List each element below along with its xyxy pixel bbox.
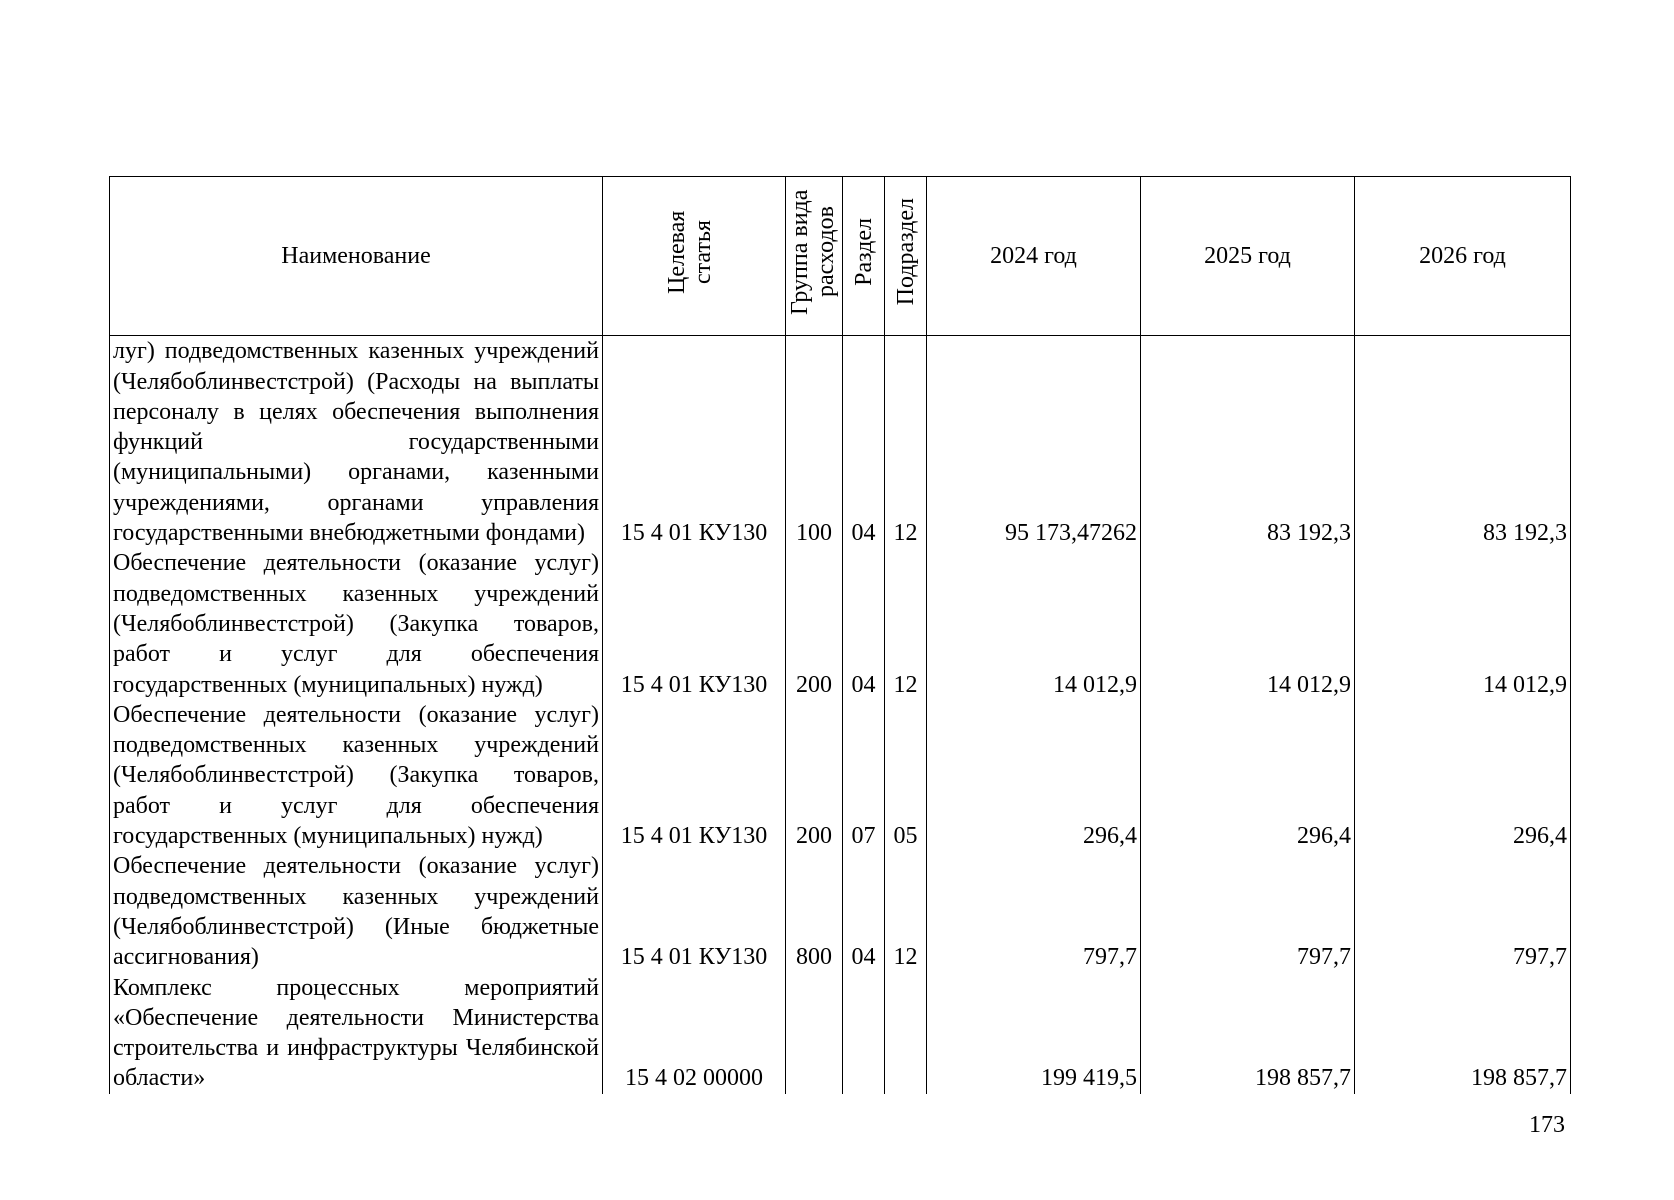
row-name-cell: Комплекс процессных мероприятий «Обеспечение деятельности Министерства строительства и инфраструктуры Челябинской области»: [110, 973, 603, 1094]
header-section: Раздел: [843, 177, 885, 336]
row-name-cell: Обеспечение деятельности (оказание услуг) подведомственных казенных учреждений (Челябоблинвестстрой) (Закупка товаров, работ и услуг для обеспечения государственных (муниципальных) нужд): [110, 548, 603, 699]
row-subsection-cell: 12: [885, 336, 927, 549]
row-2024-amount-cell: 95 173,47262: [927, 336, 1141, 549]
row-target-article-cell: 15 4 01 КУ130: [603, 851, 786, 972]
row-subsection-cell: 12: [885, 851, 927, 972]
row-2025-amount-cell: 296,4: [1141, 700, 1355, 851]
row-name-cell: луг) подведомственных казенных учреждений (Челябоблинвестстрой) (Расходы на выплаты персоналу в целях обеспечения выполнения функций государственными (муниципальными) органами, казенными учреждениями, органами управления государственными внебюджетными фондами): [110, 336, 603, 549]
row-name-cell: Обеспечение деятельности (оказание услуг) подведомственных казенных учреждений (Челябоблинвестстрой) (Закупка товаров, работ и услуг для обеспечения государственных (муниципальных) нужд): [110, 700, 603, 851]
table-row: [110, 548, 1571, 699]
table-header-row: [110, 177, 1571, 336]
row-2026-amount-cell: 198 857,7: [1355, 973, 1571, 1094]
row-target-article-cell: 15 4 01 КУ130: [603, 548, 786, 699]
header-year-2025: 2025 год: [1141, 177, 1355, 336]
row-2026-amount-cell: 797,7: [1355, 851, 1571, 972]
row-2026-amount-cell: 14 012,9: [1355, 548, 1571, 699]
row-expense-group-cell: 100: [786, 336, 843, 549]
row-2026-amount-cell: 296,4: [1355, 700, 1571, 851]
row-2025-amount-cell: 797,7: [1141, 851, 1355, 972]
row-section-cell: 04: [843, 336, 885, 549]
row-section-cell: 04: [843, 548, 885, 699]
row-subsection-cell: 12: [885, 548, 927, 699]
table-body: [110, 336, 1571, 1094]
row-section-cell: [843, 973, 885, 1094]
row-2024-amount-cell: 797,7: [927, 851, 1141, 972]
table-row: [110, 700, 1571, 851]
row-section-cell: 07: [843, 700, 885, 851]
row-2024-amount-cell: 14 012,9: [927, 548, 1141, 699]
header-name: Наименование: [110, 177, 603, 336]
page-number: 173: [1529, 1112, 1565, 1138]
row-2025-amount-cell: 198 857,7: [1141, 973, 1355, 1094]
row-target-article-cell: 15 4 02 00000: [603, 973, 786, 1094]
row-2025-amount-cell: 83 192,3: [1141, 336, 1355, 549]
row-expense-group-cell: 200: [786, 700, 843, 851]
row-2026-amount-cell: 83 192,3: [1355, 336, 1571, 549]
row-2024-amount-cell: 199 419,5: [927, 973, 1141, 1094]
table-row: [110, 851, 1571, 972]
header-subsection: Подраздел: [885, 177, 927, 336]
header-expense-group: Группа вида расходов: [786, 177, 843, 336]
row-subsection-cell: 05: [885, 700, 927, 851]
header-year-2026: 2026 год: [1355, 177, 1571, 336]
row-section-cell: 04: [843, 851, 885, 972]
row-2024-amount-cell: 296,4: [927, 700, 1141, 851]
row-expense-group-cell: 200: [786, 548, 843, 699]
header-year-2024: 2024 год: [927, 177, 1141, 336]
row-name-cell: Обеспечение деятельности (оказание услуг) подведомственных казенных учреждений (Челябоблинвестстрой) (Иные бюджетные ассигнования): [110, 851, 603, 972]
header-target-article: Целевая статья: [603, 177, 786, 336]
row-expense-group-cell: 800: [786, 851, 843, 972]
row-expense-group-cell: [786, 973, 843, 1094]
budget-table: [109, 176, 1571, 1094]
table-row: [110, 336, 1571, 549]
row-target-article-cell: 15 4 01 КУ130: [603, 700, 786, 851]
table-row: [110, 973, 1571, 1094]
row-target-article-cell: 15 4 01 КУ130: [603, 336, 786, 549]
row-subsection-cell: [885, 973, 927, 1094]
row-2025-amount-cell: 14 012,9: [1141, 548, 1355, 699]
